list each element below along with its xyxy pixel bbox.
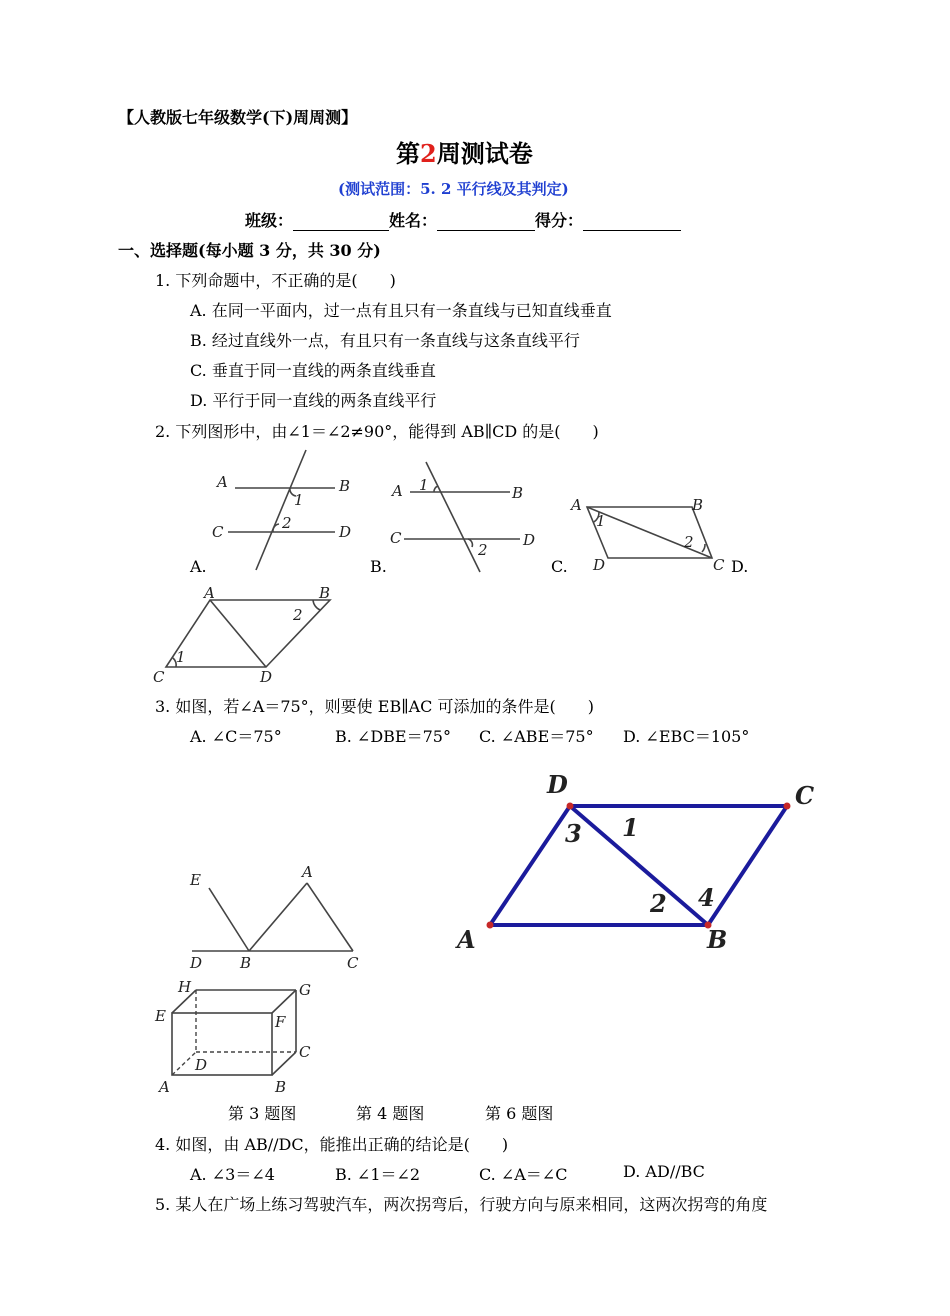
q4-stem: 4. 如图，由 AB//DC，能推出正确的结论是( ) (155, 1135, 509, 1154)
q2a-label-2: 2 (282, 514, 292, 532)
q4-segment-ad (490, 806, 570, 925)
q2d-label-c: C (153, 668, 165, 686)
q4-option-d[interactable]: D. AD//BC (623, 1162, 705, 1181)
q2-option-a[interactable]: A. (190, 557, 207, 576)
q2c-label-c: C (713, 556, 725, 574)
name-blank[interactable] (437, 214, 535, 231)
q4-option-a[interactable]: A. ∠3＝∠4 (190, 1165, 275, 1184)
q2c-label-a: A (571, 496, 582, 514)
caption-q6: 第 6 题图 (485, 1104, 554, 1123)
q2c-label-2: 2 (684, 533, 694, 551)
q4-point-d (567, 803, 574, 810)
q2d-label-b: B (319, 584, 331, 602)
q3-label-d: D (190, 954, 203, 972)
q4-label-3: 3 (565, 819, 582, 848)
q4-option-b[interactable]: B. ∠1＝∠2 (335, 1165, 421, 1184)
q3-label-c: C (347, 954, 359, 972)
q2d-label-a: A (204, 584, 215, 602)
header-tag: 【人教版七年级数学(下)周周测】 (118, 108, 358, 127)
q2b-label-1: 1 (419, 476, 429, 494)
q6-front-face (172, 1013, 272, 1075)
q2b-label-2: 2 (478, 541, 488, 559)
section-1-heading: 一、选择题(每小题 3 分，共 30 分) (118, 241, 381, 260)
q2b-label-b: B (512, 484, 524, 502)
q3-label-b: B (240, 954, 252, 972)
q6-figure (150, 975, 330, 1100)
q2d-parallelogram (166, 600, 330, 667)
q6-label-e: E (155, 1007, 166, 1025)
title-prefix: 第 (396, 139, 420, 168)
q2a-label-b: B (339, 477, 351, 495)
q6-label-h: H (178, 978, 192, 996)
q2d-label-d: D (260, 668, 273, 686)
q2a-label-1: 1 (294, 491, 304, 509)
q2a-label-d: D (339, 523, 352, 541)
q4-point-a (487, 922, 494, 929)
q6-label-b: B (275, 1078, 287, 1096)
q2-option-c[interactable]: C. (551, 557, 568, 576)
q2b-label-d: D (523, 531, 536, 549)
q3-option-d[interactable]: D. ∠EBC＝105° (623, 727, 750, 746)
q2-stem: 2. 下列图形中，由∠1＝∠2≠90°，能得到 AB∥CD 的是( ) (155, 422, 599, 441)
page-title (396, 134, 533, 169)
q4-label-b: B (707, 925, 728, 954)
q2c-label-1: 1 (596, 512, 606, 530)
q2b-label-c: C (390, 529, 402, 547)
q6-edge-bc (272, 1052, 296, 1075)
q6-edge-fg (272, 990, 296, 1013)
q4-label-2: 2 (650, 889, 667, 918)
q3-option-b[interactable]: B. ∠DBE＝75° (335, 727, 451, 746)
q2b-arc-2 (468, 539, 472, 547)
score-label: 得分： (535, 211, 584, 230)
q3-label-e: E (190, 871, 201, 889)
q6-label-c: C (299, 1043, 311, 1061)
q3-figure (150, 855, 380, 980)
q4-point-c (784, 803, 791, 810)
q3-segment-ac (307, 883, 353, 951)
q2c-arc-2 (702, 544, 705, 552)
q3-segment-eb (209, 888, 249, 951)
q3-option-c[interactable]: C. ∠ABE＝75° (479, 727, 594, 746)
q2d-label-2: 2 (293, 606, 303, 624)
q2c-label-b: B (692, 496, 704, 514)
q3-option-a[interactable]: A. ∠C＝75° (190, 727, 282, 746)
q2-option-b[interactable]: B. (370, 557, 387, 576)
q1-stem: 1. 下列命题中，不正确的是( ) (155, 271, 396, 290)
q2a-transversal (256, 450, 306, 570)
q2b-transversal (426, 462, 480, 572)
q2c-label-d: D (593, 556, 606, 574)
q4-label-4: 4 (698, 883, 715, 912)
q2a-label-c: C (212, 523, 224, 541)
caption-q3: 第 3 题图 (228, 1104, 297, 1123)
q1-option-b[interactable]: B. 经过直线外一点，有且只有一条直线与这条直线平行 (190, 331, 580, 350)
title-suffix: 周测试卷 (436, 139, 533, 168)
q4-label-1: 1 (622, 813, 639, 842)
q2a-label-a: A (217, 473, 228, 491)
q3-label-a: A (302, 863, 313, 881)
q4-figure (445, 760, 845, 960)
q2b-arc-1 (434, 486, 438, 492)
caption-q4: 第 4 题图 (356, 1104, 425, 1123)
title-number: 2 (420, 139, 437, 168)
q2b-label-a: A (392, 482, 403, 500)
q4-option-c[interactable]: C. ∠A＝∠C (479, 1165, 568, 1184)
q2-option-d[interactable]: D. (731, 557, 749, 576)
score-blank[interactable] (583, 214, 681, 231)
q1-option-a[interactable]: A. 在同一平面内，过一点有且只有一条直线与已知直线垂直 (190, 301, 612, 320)
q6-label-a: A (159, 1078, 170, 1096)
class-blank[interactable] (293, 214, 389, 231)
q5-stem: 5. 某人在广场上练习驾驶汽车，两次拐弯后，行驶方向与原来相同，这两次拐弯的角度 (155, 1195, 768, 1214)
q2-figures (0, 440, 950, 700)
info-line (245, 208, 681, 231)
q2d-label-1: 1 (176, 648, 186, 666)
q3-stem: 3. 如图，若∠A＝75°，则要使 EB∥AC 可添加的条件是( ) (155, 697, 594, 716)
q6-label-d: D (195, 1056, 208, 1074)
q4-label-c: C (795, 781, 815, 810)
q4-segment-bc (708, 806, 787, 925)
q1-option-c[interactable]: C. 垂直于同一直线的两条直线垂直 (190, 361, 436, 380)
q6-label-g: G (299, 981, 311, 999)
q1-option-d[interactable]: D. 平行于同一直线的两条直线平行 (190, 391, 437, 410)
q3-segment-ba (249, 883, 307, 951)
test-scope: (测试范围：5. 2 平行线及其判定) (338, 180, 569, 198)
class-label: 班级： (245, 211, 294, 230)
q4-segment-db (570, 806, 708, 925)
q6-edge-ad (172, 1052, 196, 1075)
q6-label-f: F (275, 1013, 286, 1031)
name-label: 姓名： (389, 211, 438, 230)
q4-label-a: A (457, 925, 476, 954)
q2d-diagonal (210, 600, 266, 667)
q4-label-d: D (547, 770, 568, 799)
